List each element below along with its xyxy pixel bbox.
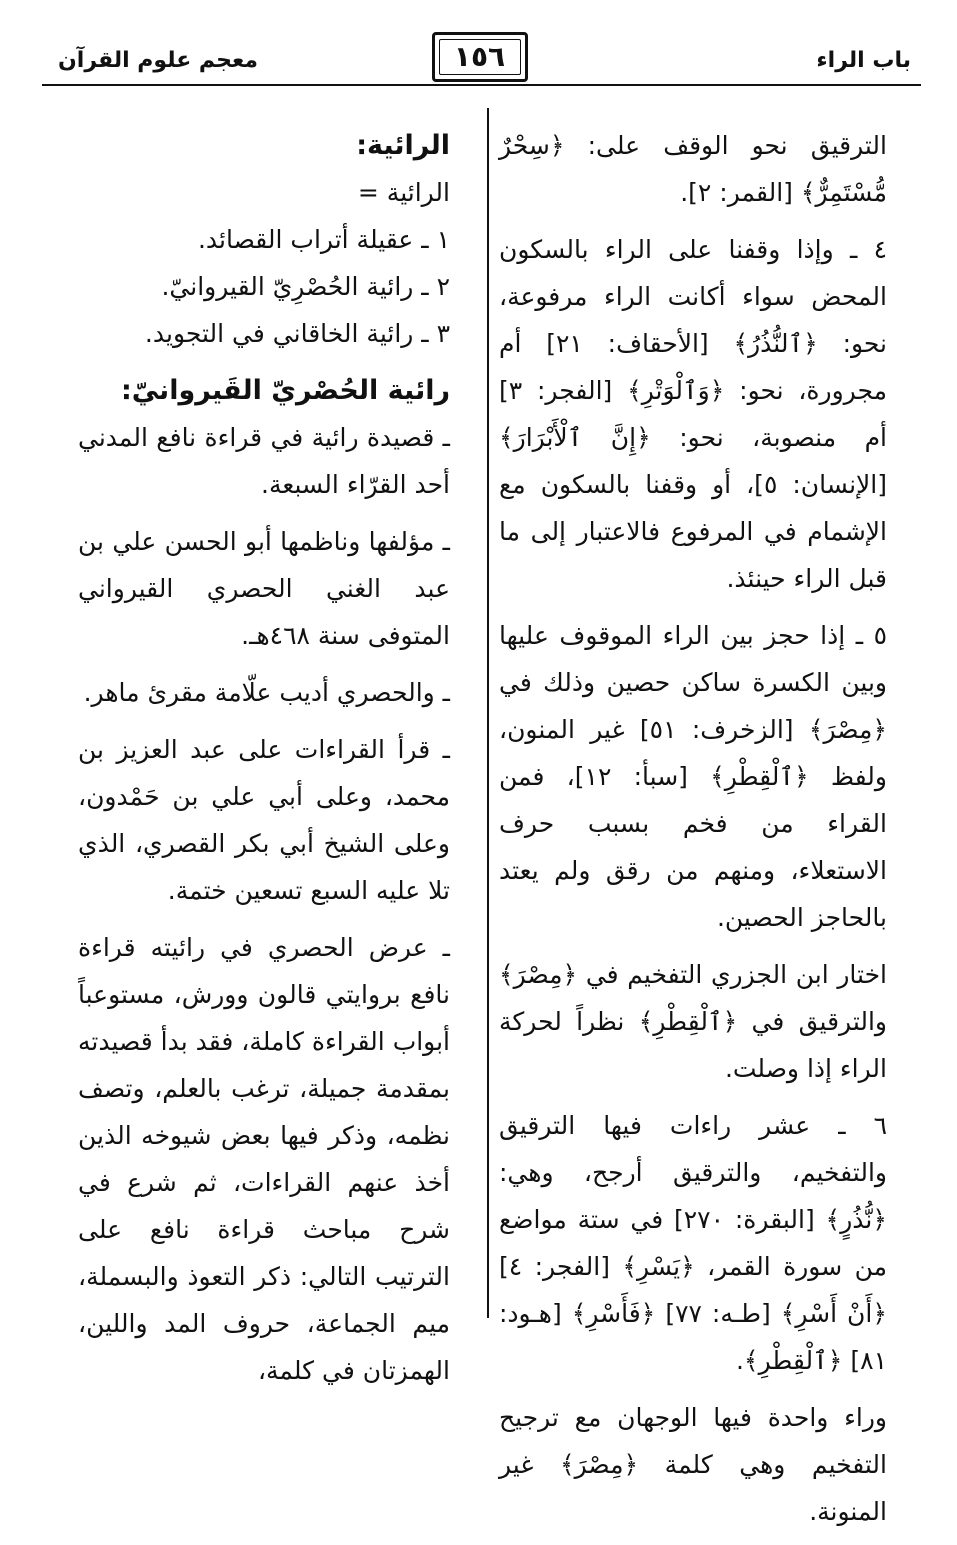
chapter-title: باب الراء [816, 48, 911, 73]
header-rule [42, 84, 921, 86]
right-paragraph: الترقيق نحو الوقف على: ﴿سِحْرٌ مُّسْتَمِرٌّ﴾ [القمر: ٢]. [499, 131, 887, 207]
left-column [78, 122, 450, 1404]
list-item: ٣ ـ رائية الخاقاني في التجويد. [144, 319, 450, 348]
left-paragraph: ـ قصيدة رائية في قراءة نافع المدني أحد القرّاء السبعة. [78, 423, 450, 499]
left-paragraph: ـ قرأ القراءات على عبد العزيز بن محمد، وعلى أبي علي بن حَمْدون، وعلى الشيخ أبي بكر القصري، الذي تلا عليه السبع تسعين ختمة. [78, 735, 450, 905]
right-paragraph: ٤ ـ وإذا وقفنا على الراء بالسكون المحض سواء أكانت الراء مرفوعة، نحو: ﴿ٱلنُّذُرُ﴾ [الأحقاف: ٢١] أم مجرورة، نحو: ﴿وَٱلْوَتْرِ﴾ [الفجر: ٣] أم منصوبة، نحو: ﴿إِنَّ ٱلْأَبْرَارَ﴾ [الإنسان: ٥]، أو وقفنا بالسكون مع الإشمام في المرفوع فالاعتبار إلى ما قبل الراء حينئذ. [499, 235, 887, 593]
section-heading: الرائية: [356, 130, 450, 161]
right-paragraph: ٥ ـ إذا حجز بين الراء الموقوف عليها وبين الكسرة ساكن حصين وذلك في ﴿مِصْرَ﴾ [الزخرف: ٥١] غير المنون، ولفظ ﴿ٱلْقِطْرِ﴾ [سبأ: ١٢]، فمن القراء من فخم بسبب حرف الاستعلاء، ومنهم من رقق ولم يعتد بالحاجز الحصين. [499, 621, 887, 932]
right-paragraph: ٦ ـ عشر راءات فيها الترقيق والتفخيم، والترقيق أرجح، وهي: ﴿نُّذُرٍ﴾ [البقرة: ٢٧٠] في ستة مواضع من سورة القمر، ﴿يَسْرِ﴾ [الفجر: ٤] ﴿أَنْ أَسْرِ﴾ [طـه: ٧٧] ﴿فَأَسْرِ﴾ [هـود: ٨١] ﴿ٱلْقِطْرِ﴾. [499, 1111, 887, 1375]
left-paragraph: ـ مؤلفها وناظمها أبو الحسن علي بن عبد الغني الحصري القيرواني المتوفى سنة ٤٦٨هـ. [78, 527, 450, 650]
right-paragraph: وراء واحدة فيها الوجهان مع ترجيح التفخيم وهي كلمة ﴿مِصْرَ﴾ غير المنونة. [499, 1403, 887, 1526]
list-item: ١ ـ عقيلة أتراب القصائد. [197, 225, 450, 254]
right-paragraph: اختار ابن الجزري التفخيم في ﴿مِصْرَ﴾ والترقيق في ﴿ٱلْقِطْرِ﴾ نظراً لحركة الراء إذا وصلت. [499, 960, 887, 1083]
page-number: ١٥٦ [432, 32, 528, 82]
left-paragraph: ـ والحصري أديب علّامة مقرئ ماهر. [83, 678, 450, 707]
right-column [499, 122, 887, 1545]
list-item: ٢ ـ رائية الحُصْرِيّ القيروانيّ. [161, 272, 450, 301]
left-paragraph: ـ عرض الحصري في رائيته قراءة نافع بروايتي قالون وورش، مستوعباً أبواب القراءة كاملة، فقد بدأ قصيدته بمقدمة جميلة، ترغب بالعلم، وتصف نظمه، وذكر فيها بعض شيوخه الذين أخذ عنهم القراءات، ثم شرع في شرح مباحث قراءة نافع على الترتيب التالي: ذكر التعوذ والبسملة، ميم الجماعة، حروف المد واللين، الهمزتان في كلمة، [78, 933, 450, 1385]
see-also: الرائية = [357, 178, 450, 207]
section-heading: رائية الحُصْريّ القَيروانيّ: [120, 375, 450, 406]
column-divider [487, 108, 489, 1318]
page-header [38, 32, 921, 88]
book-title: معجم علوم القرآن [58, 48, 259, 73]
